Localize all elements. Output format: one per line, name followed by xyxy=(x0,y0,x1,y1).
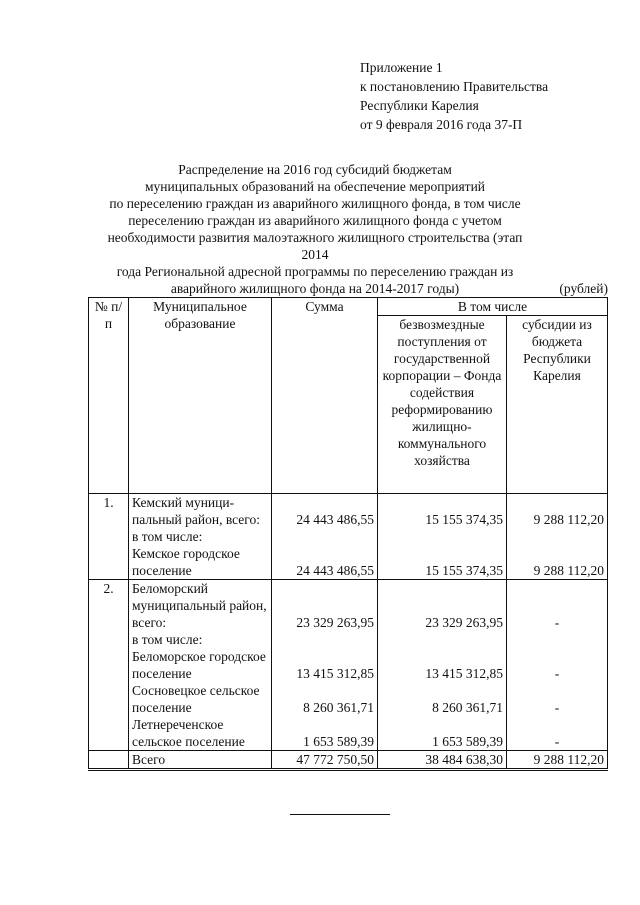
appendix-block xyxy=(360,58,548,134)
title-line: года Региональной адресной программы по переселению граждан из xyxy=(116,264,514,279)
document-title xyxy=(100,161,530,297)
row-rk: 9 288 112,20 xyxy=(507,494,608,529)
appendix-line: Приложение 1 xyxy=(360,60,443,75)
row-fund: 23 329 263,95 xyxy=(378,580,507,632)
table-row xyxy=(89,545,608,580)
row-name: Беломорское городское поселение xyxy=(129,648,272,682)
unit-label: (рублей) xyxy=(559,281,608,296)
title-line: по переселению граждан из аварийного жилищного фонда, в том числе xyxy=(109,196,521,211)
header-including: В том числе xyxy=(378,298,608,316)
row-sum: 24 443 486,55 xyxy=(272,545,378,580)
appendix-line: к постановлению Правительства xyxy=(360,79,549,94)
row-sum: 13 415 312,85 xyxy=(272,648,378,682)
total-fund: 38 484 638,30 xyxy=(378,751,507,770)
header-rk: субсидии из бюджета Республики Карелия xyxy=(507,316,608,494)
row-name: Кемский муници-пальный район, всего: xyxy=(129,494,272,529)
row-fund: 1 653 589,39 xyxy=(378,716,507,751)
subsidy-table xyxy=(88,297,608,771)
appendix-line: Республики Карелия xyxy=(360,98,479,113)
total-num xyxy=(89,751,129,770)
header-sum: Сумма xyxy=(272,298,378,494)
row-rk: 9 288 112,20 xyxy=(507,545,608,580)
row-num: 2. xyxy=(89,580,129,751)
title-line: муниципальных образований на обеспечение мероприятий xyxy=(144,179,486,194)
total-name: Всего xyxy=(129,751,272,770)
row-name: в том числе: xyxy=(129,528,272,545)
row-rk: - xyxy=(507,648,608,682)
row-fund: 8 260 361,71 xyxy=(378,682,507,716)
total-sum: 47 772 750,50 xyxy=(272,751,378,770)
row-name: Беломорский муниципальный район, всего: xyxy=(129,580,272,632)
row-rk xyxy=(507,631,608,648)
row-name: в том числе: xyxy=(129,631,272,648)
total-row xyxy=(89,751,608,770)
table-row xyxy=(89,528,608,545)
row-fund: 15 155 374,35 xyxy=(378,545,507,580)
row-rk: - xyxy=(507,682,608,716)
header-name: Муниципальное образование xyxy=(129,298,272,494)
table-row xyxy=(89,494,608,529)
appendix-line: от 9 февраля 2016 года 37-П xyxy=(360,117,523,132)
table-row xyxy=(89,682,608,716)
title-line: необходимости развития малоэтажного жилищного строительства (этап 2014 xyxy=(107,230,523,262)
row-fund: 13 415 312,85 xyxy=(378,648,507,682)
header-num: № п/п xyxy=(89,298,129,494)
row-name: Кемское городское поселение xyxy=(129,545,272,580)
row-rk xyxy=(507,528,608,545)
row-rk: - xyxy=(507,580,608,632)
table-row xyxy=(89,648,608,682)
header-fund: безвозмездные поступления от государственной корпорации – Фонда содействия реформированию жилищно-коммунального хозяйства xyxy=(378,316,507,494)
table-row xyxy=(89,580,608,632)
title-line: аварийного жилищного фонда на 2014-2017 годы) xyxy=(170,281,460,296)
closing-rule xyxy=(290,814,390,815)
row-fund xyxy=(378,528,507,545)
row-name: Сосновецкое сельское поселение xyxy=(129,682,272,716)
title-line: Распределение на 2016 год субсидий бюджетам xyxy=(178,162,452,177)
row-sum: 24 443 486,55 xyxy=(272,494,378,529)
title-line: переселению граждан из аварийного жилищного фонда с учетом xyxy=(128,213,502,228)
row-num: 1. xyxy=(89,494,129,580)
row-rk: - xyxy=(507,716,608,751)
row-sum xyxy=(272,631,378,648)
table-row xyxy=(89,716,608,751)
row-name: Летнереченское сельское поселение xyxy=(129,716,272,751)
table-row xyxy=(89,631,608,648)
total-rk: 9 288 112,20 xyxy=(507,751,608,770)
row-fund: 15 155 374,35 xyxy=(378,494,507,529)
row-sum: 23 329 263,95 xyxy=(272,580,378,632)
row-sum: 8 260 361,71 xyxy=(272,682,378,716)
row-sum: 1 653 589,39 xyxy=(272,716,378,751)
row-sum xyxy=(272,528,378,545)
row-fund xyxy=(378,631,507,648)
